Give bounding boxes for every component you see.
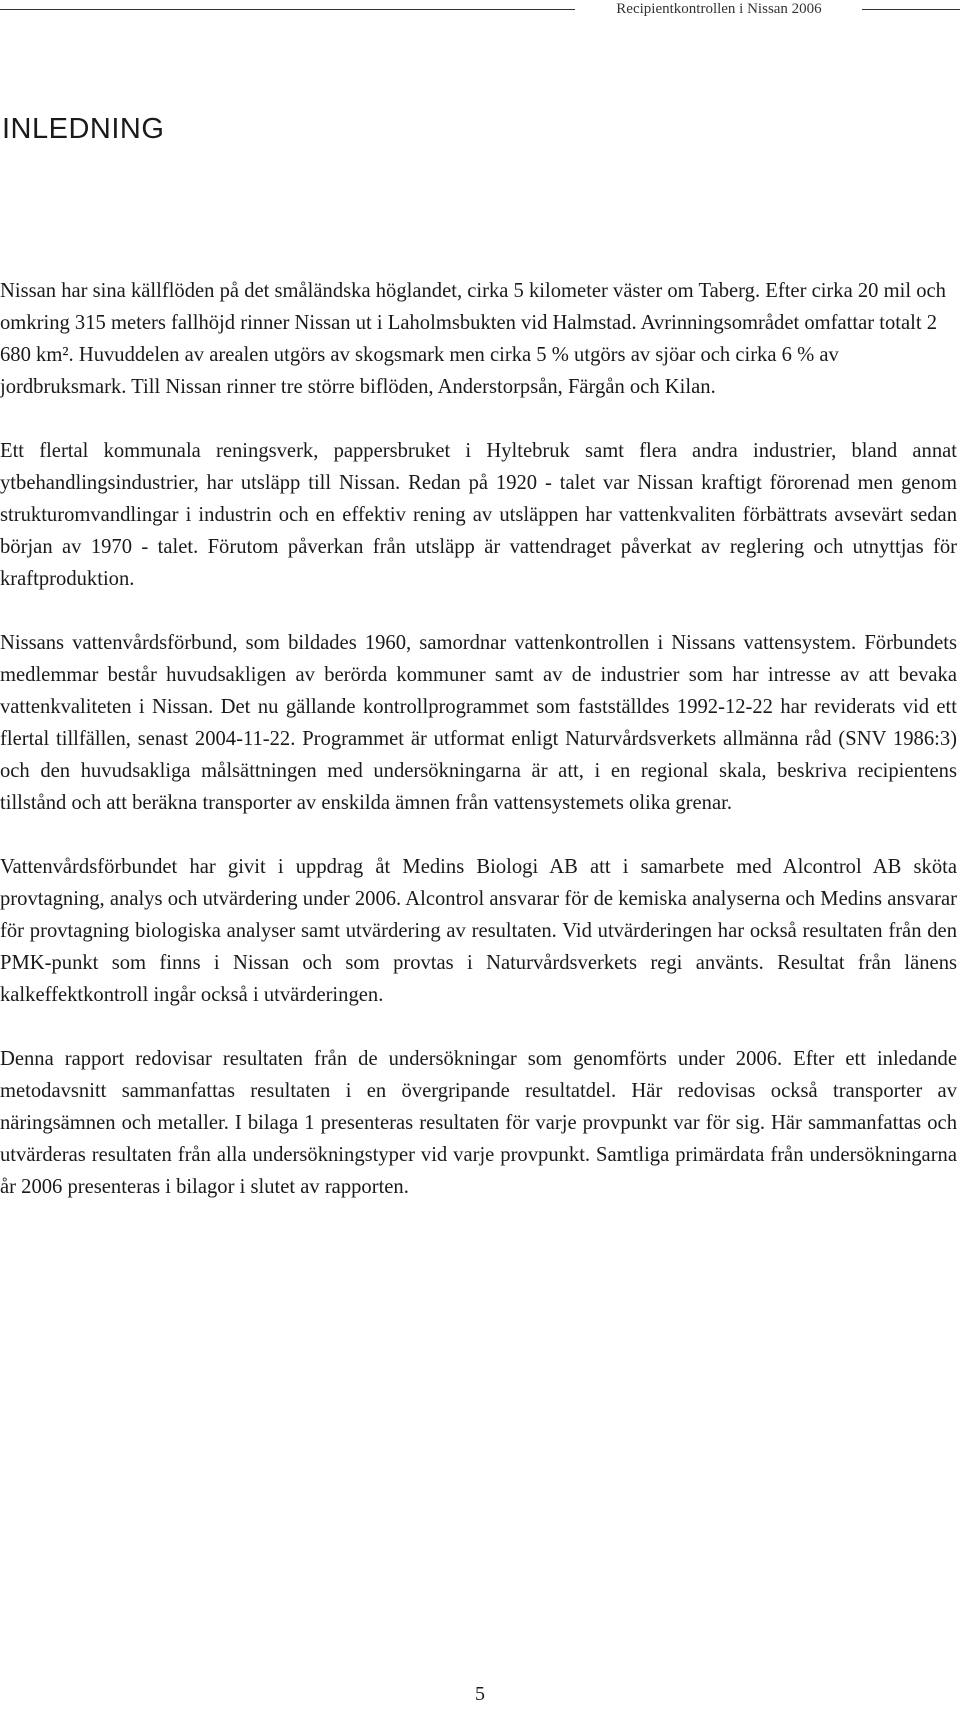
- page-number: 5: [475, 1683, 485, 1705]
- running-header: [0, 0, 960, 20]
- paragraph-report-outline: Denna rapport redovisar resultaten från de undersökningar som genomförts under 2006. Efter ett inledande metodavsnitt sammanfattas resultaten i en övergripande resultatdel. Här redovisas också transporter av näringsämnen och metaller. I bilaga 1 presenteras resultaten för varje provpunkt var för sig. Här sammanfattas och utvärderas resultaten från alla undersökningstyper vid varje provpunkt. Samtliga primärdata från undersökningarna år 2006 presenteras i bilagor i slutet av rapporten.: [0, 1048, 957, 1198]
- paragraph-emissions: Ett flertal kommunala reningsverk, pappersbruket i Hyltebruk samt flera andra industrier, bland annat ytbehandlingsindustrier, har utsläpp till Nissan. Redan på 1920 - talet var Nissan kraftigt förorenad men genom strukturomvandlingar i industrin och en effektiv rening av utsläppen har vattenkvaliten förbättrats avsevärt sedan början av 1970 - talet. Förutom påverkan från utsläpp är vattendraget påverkat av reglering och utnyttjas för kraftproduktion.: [0, 440, 957, 590]
- body-text: [0, 275, 957, 1235]
- running-title: Recipientkontrollen i Nissan 2006: [616, 1, 822, 17]
- paragraph-assignment: Vattenvårdsförbundet har givit i uppdrag åt Medins Biologi AB att i samarbete med Alcontrol AB sköta provtagning, analys och utvärdering under 2006. Alcontrol ansvarar för de kemiska analyserna och Medins ansvarar för provtagning biologiska analyser samt utvärdering av resultaten. Vid utvärderingen har också resultaten från den PMK-punkt som finns i Nissan och som provtas i Naturvårdsverkets regi använts. Resultat från länens kalkeffektkontroll ingår också i utvärderingen.: [0, 856, 957, 1006]
- header-rule-left: [0, 9, 575, 10]
- paragraph-catchment: Nissan har sina källflöden på det småländska höglandet, cirka 5 kilometer väster om Taberg. Efter cirka 20 mil och omkring 315 meters fallhöjd rinner Nissan ut i Laholmsbukten vid Halmstad. Avrinningsområdet omfattar totalt 2 680 km². Huvuddelen av arealen utgörs av skogsmark men cirka 5 % utgörs av sjöar och cirka 6 % av jordbruksmark. Till Nissan rinner tre större biflöden, Anderstorpsån, Färgån och Kilan.: [0, 280, 946, 398]
- paragraph-water-association: Nissans vattenvårdsförbund, som bildades 1960, samordnar vattenkontrollen i Nissans vattensystem. Förbundets medlemmar består huvudsakligen av berörda kommuner samt av de industrier som har intresse av att bevaka vattenkvaliteten i Nissan. Det nu gällande kontrollprogrammet som fastställdes 1992-12-22 har reviderats vid ett flertal tillfällen, senast 2004-11-22. Programmet är utformat enligt Naturvårdsverkets allmänna råd (SNV 1986:3) och den huvudsakliga målsättningen med undersökningarna är att, i en regional skala, beskriva recipientens tillstånd och att beräkna transporter av enskilda ämnen från vattensystemets olika grenar.: [0, 632, 957, 814]
- section-title: INLEDNING: [2, 113, 165, 145]
- header-rule-right: [862, 9, 960, 10]
